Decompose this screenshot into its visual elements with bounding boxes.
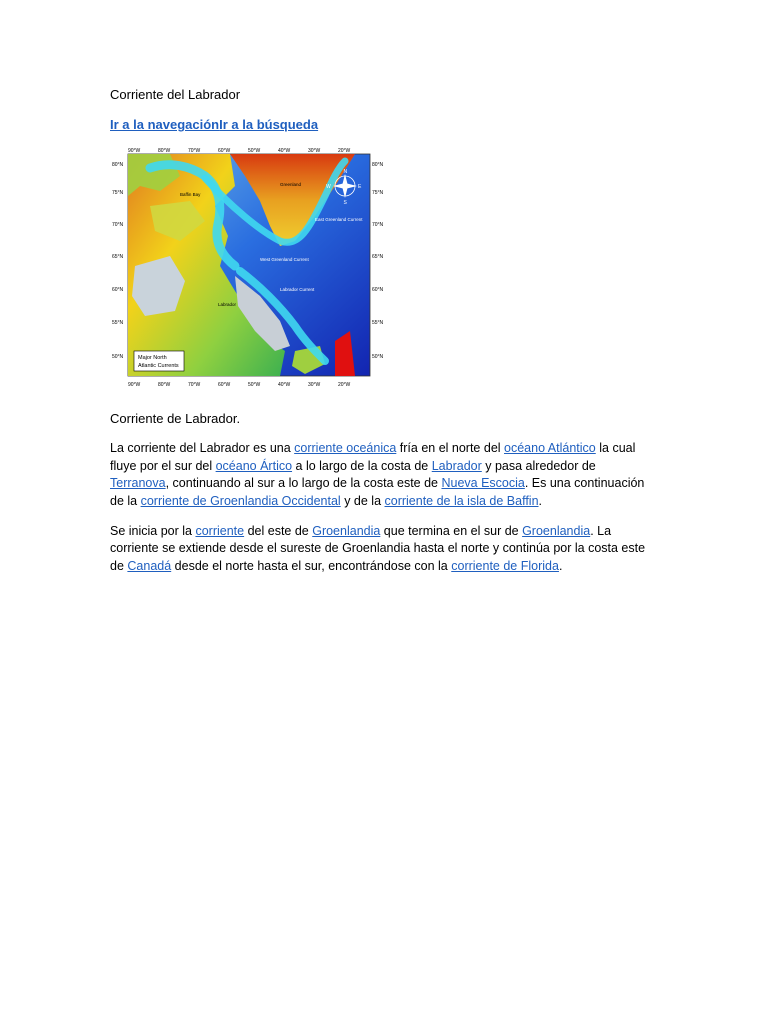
link-labrador[interactable]: Labrador — [431, 458, 482, 473]
map-place-label: Labrador — [218, 302, 237, 307]
lat-label-right: 80°N — [372, 162, 384, 168]
link-oceano-artico[interactable]: océano Ártico — [215, 458, 293, 473]
labrador-current-map — [110, 146, 384, 394]
link-corriente-isla-baffin[interactable]: corriente de la isla de Baffin — [384, 493, 539, 508]
map-image — [110, 146, 384, 394]
lon-label: 20°W — [338, 148, 351, 154]
lon-label-bottom: 50°W — [248, 382, 261, 388]
lon-label: 90°W — [128, 148, 141, 154]
lon-label-bottom: 80°W — [158, 382, 171, 388]
link-canada[interactable]: Canadá — [127, 558, 172, 573]
skip-to-navigation-link[interactable]: Ir a la navegación — [110, 117, 220, 132]
lon-label-bottom: 40°W — [278, 382, 291, 388]
svg-text:W: W — [326, 184, 331, 190]
lat-label-right: 60°N — [372, 287, 384, 293]
lat-label-right: 70°N — [372, 222, 384, 228]
lat-label: 65°N — [112, 254, 124, 260]
lon-label-bottom: 30°W — [308, 382, 321, 388]
map-place-label: Labrador Current — [280, 287, 315, 292]
map-place-label: East Greenland Current — [315, 217, 363, 222]
skip-to-search-link[interactable]: Ir a la búsqueda — [219, 117, 319, 132]
svg-text:S: S — [343, 200, 347, 206]
nav-links — [110, 116, 650, 134]
lon-label: 80°W — [158, 148, 171, 154]
lat-label: 80°N — [112, 162, 124, 168]
lat-label: 60°N — [112, 287, 124, 293]
link-groenlandia[interactable]: Groenlandia — [312, 523, 381, 538]
lat-label: 50°N — [112, 354, 124, 360]
svg-text:Atlantic Currents: Atlantic Currents — [138, 363, 179, 369]
lon-label-bottom: 70°W — [188, 382, 201, 388]
lat-label: 55°N — [112, 320, 124, 326]
map-caption: Corriente de Labrador. — [110, 411, 241, 426]
link-terranova[interactable]: Terranova — [110, 476, 166, 490]
page-title: Corriente del Labrador — [110, 87, 241, 102]
lat-label-right: 55°N — [372, 320, 384, 326]
svg-text:N: N — [343, 169, 348, 175]
link-nueva-escocia[interactable]: Nueva Escocia — [441, 476, 525, 490]
lon-label-bottom: 20°W — [338, 382, 351, 388]
link-groenlandia-2[interactable]: Groenlandia — [522, 523, 591, 538]
lat-label-right: 65°N — [372, 254, 384, 260]
link-oceano-atlantico[interactable]: océano Atlántico — [504, 441, 596, 455]
lon-label: 50°W — [248, 148, 261, 154]
document-page — [110, 86, 650, 588]
paragraph-2: Se inicia por la corriente del este de Groenlandia que termina en el sur de Groenlandia. La corriente se extiende desde el sureste de Groenlandia hasta el norte y continúa por la costa este de Canadá desde el norte hasta el sur, encontrándose con la corriente de Florida. — [110, 523, 646, 573]
paragraph-1: La corriente del Labrador es una corriente oceánica fría en el norte del océano Atlántico la cual fluye por el sur del océano Ártico a lo largo de la costa de Labrador y pasa alrededor de Terranova, continuando al sur a lo largo de la costa este de Nueva Escocia. Es una continuación de la corriente de Groenlandia Occidental y de la corriente de la isla de Baffin. — [110, 441, 645, 508]
link-corriente[interactable]: corriente — [195, 523, 245, 538]
lon-label-bottom: 90°W — [128, 382, 141, 388]
svg-text:Major North: Major North — [138, 355, 167, 361]
lon-label-bottom: 60°W — [218, 382, 231, 388]
lat-label: 75°N — [112, 190, 124, 196]
lon-label: 60°W — [218, 148, 231, 154]
lat-label-right: 50°N — [372, 354, 384, 360]
map-place-label: Greenland — [280, 182, 302, 187]
lon-label: 40°W — [278, 148, 291, 154]
map-place-label: West Greenland Current — [260, 257, 309, 262]
lat-label: 70°N — [112, 222, 124, 228]
lat-label-right: 75°N — [372, 190, 384, 196]
svg-text:E: E — [358, 184, 362, 190]
map-place-label: Baffin Bay — [180, 192, 201, 197]
map-legend — [134, 351, 184, 371]
link-corriente-oceanica[interactable]: corriente oceánica — [294, 441, 397, 455]
lon-label: 70°W — [188, 148, 201, 154]
lon-label: 30°W — [308, 148, 321, 154]
link-corriente-florida[interactable]: corriente de Florida — [451, 558, 559, 573]
link-corriente-groenlandia-occidental[interactable]: corriente de Groenlandia Occidental — [140, 493, 341, 508]
